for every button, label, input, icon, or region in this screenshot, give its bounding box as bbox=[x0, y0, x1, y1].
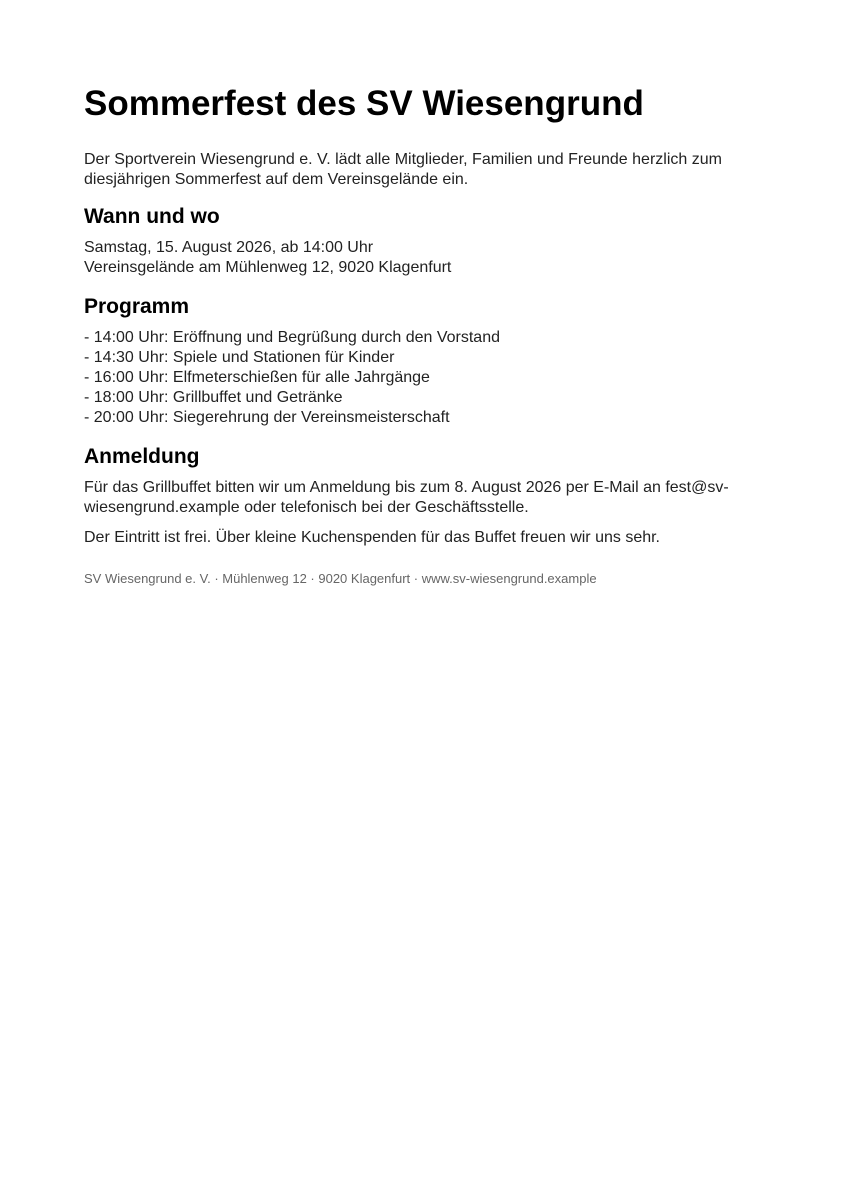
page-title: Sommerfest des SV Wiesengrund bbox=[84, 84, 644, 123]
event-location: Vereinsgelände am Mühlenweg 12, 9020 Klagenfurt bbox=[84, 259, 452, 276]
program-item: - 16:00 Uhr: Elfmeterschießen für alle Jahrgänge bbox=[84, 369, 430, 386]
when-where-heading: Wann und wo bbox=[84, 205, 220, 228]
intro-paragraph: Der Sportverein Wiesengrund e. V. lädt alle Mitglieder, Familien und Freunde herzlich zum diesjährigen Sommerfest auf dem Vereinsgelände ein. bbox=[84, 151, 722, 188]
registration-text: Für das Grillbuffet bitten wir um Anmeldung bis zum 8. August 2026 per E-Mail an fest@sv-wiesengrund.example oder telefonisch bei der Geschäftsstelle. bbox=[84, 479, 729, 516]
program-item: - 14:00 Uhr: Eröffnung und Begrüßung durch den Vorstand bbox=[84, 329, 500, 346]
program-item: - 20:00 Uhr: Siegerehrung der Vereinsmeisterschaft bbox=[84, 409, 450, 426]
program-list bbox=[84, 328, 764, 428]
program-heading: Programm bbox=[84, 295, 190, 318]
event-date-time: Samstag, 15. August 2026, ab 14:00 Uhr bbox=[84, 239, 374, 256]
registration-heading: Anmeldung bbox=[84, 445, 200, 468]
program-item: - 14:30 Uhr: Spiele und Stationen für Kinder bbox=[84, 349, 395, 366]
program-item: - 18:00 Uhr: Grillbuffet und Getränke bbox=[84, 389, 343, 406]
when-where-block bbox=[84, 238, 764, 278]
footer-address: SV Wiesengrund e. V. · Mühlenweg 12 · 9020 Klagenfurt · www.sv-wiesengrund.example bbox=[84, 571, 597, 586]
admission-note: Der Eintritt ist frei. Über kleine Kuchenspenden für das Buffet freuen wir uns sehr. bbox=[84, 529, 660, 546]
